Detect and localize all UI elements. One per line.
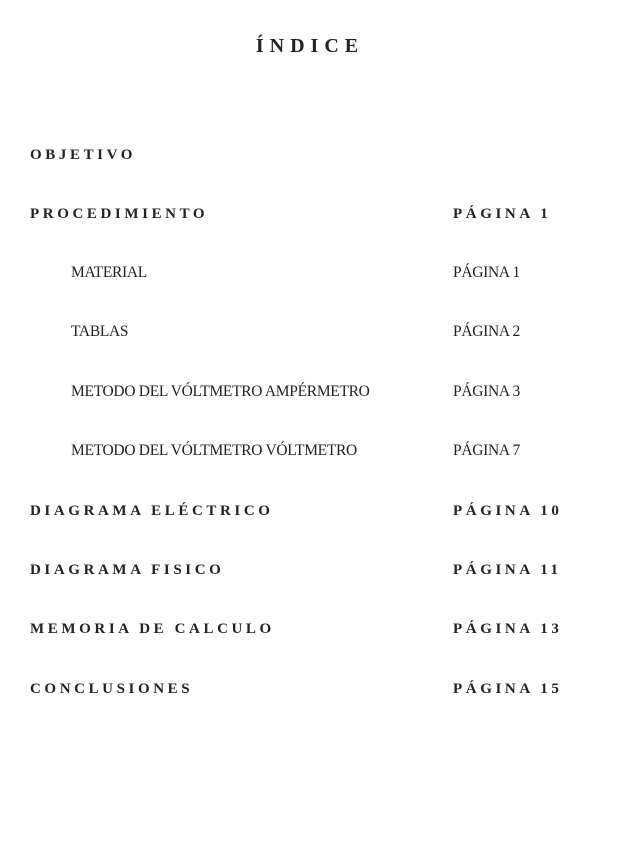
- toc-entry-memoria-de-calculo: [0, 617, 636, 641]
- toc-entry-label: DIAGRAMA ELÉCTRICO: [30, 503, 274, 519]
- toc-entry-label: MATERIAL: [71, 264, 147, 281]
- toc-entry-material: [0, 261, 636, 285]
- toc-entry-metodo-voltmetro-voltmetro: [0, 439, 636, 463]
- toc-entry-conclusiones: [0, 677, 636, 701]
- toc-entry-label: OBJETIVO: [30, 147, 137, 163]
- toc-entry-page: PÁGINA 15: [453, 681, 563, 697]
- toc-entry-page: PÁGINA 7: [453, 442, 520, 459]
- toc-entry-label: DIAGRAMA FISICO: [30, 562, 225, 578]
- toc-entry-diagrama-electrico: [0, 499, 636, 523]
- toc-entry-label: TABLAS: [71, 323, 129, 340]
- toc-entry-page: PÁGINA 3: [453, 383, 520, 400]
- toc-entry-metodo-voltmetro-amperimetro: [0, 380, 636, 404]
- toc-entry-label: METODO DEL VÓLTMETRO AMPÉRMETRO: [71, 383, 370, 400]
- toc-entry-page: PÁGINA 1: [453, 264, 520, 281]
- toc-entry-page: PÁGINA 13: [453, 621, 563, 637]
- toc-entry-label: METODO DEL VÓLTMETRO VÓLTMETRO: [71, 442, 357, 459]
- toc-entry-page: PÁGINA 10: [453, 503, 563, 519]
- toc-entry-page: PÁGINA 1: [453, 206, 552, 222]
- toc-entry-page: PÁGINA 2: [453, 323, 520, 340]
- toc-entry-label: MEMORIA DE CALCULO: [30, 621, 275, 637]
- toc-entry-page: PÁGINA 11: [453, 562, 562, 578]
- toc-entry-label: PROCEDIMIENTO: [30, 206, 209, 222]
- toc-entry-label: CONCLUSIONES: [30, 681, 194, 697]
- toc-entry-diagrama-fisico: [0, 558, 636, 582]
- page-title: ÍNDICE: [255, 35, 365, 57]
- toc-entry-objetivo: [0, 143, 636, 167]
- toc-entry-procedimiento: [0, 202, 636, 226]
- toc-entry-tablas: [0, 320, 636, 344]
